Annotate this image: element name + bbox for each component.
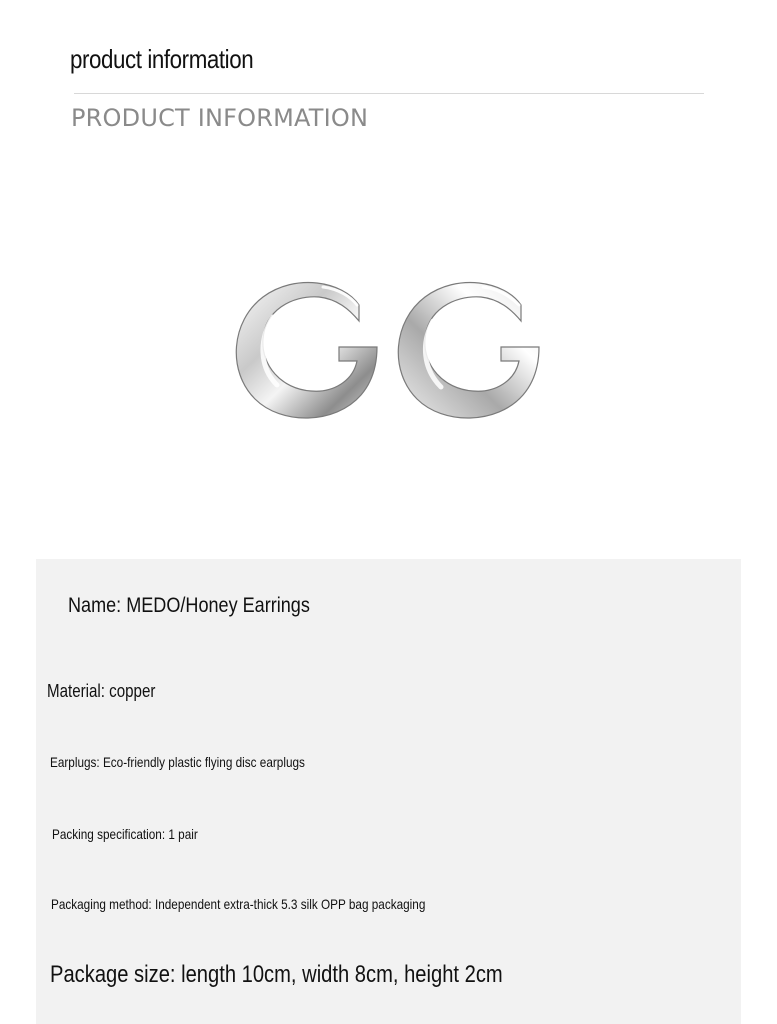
detail-packing-specification: Packing specification: 1 pair [52,826,198,842]
detail-material: Material: copper [47,681,156,701]
detail-earplugs: Earplugs: Eco-friendly plastic flying disc earplugs [50,754,305,770]
left-earring [236,283,377,419]
g-shaped-silver-earrings-image [215,255,560,435]
title-divider [74,93,704,94]
detail-name: Name: MEDO/Honey Earrings [68,594,310,617]
section-subtitle: PRODUCT INFORMATION [71,104,369,132]
detail-package-size: Package size: length 10cm, width 8cm, height 2cm [50,961,503,988]
section-title: product information [70,44,254,74]
right-earring [398,283,539,419]
product-details-panel [36,559,741,1024]
detail-packaging-method: Packaging method: Independent extra-thick 5.3 silk OPP bag packaging [51,896,426,912]
